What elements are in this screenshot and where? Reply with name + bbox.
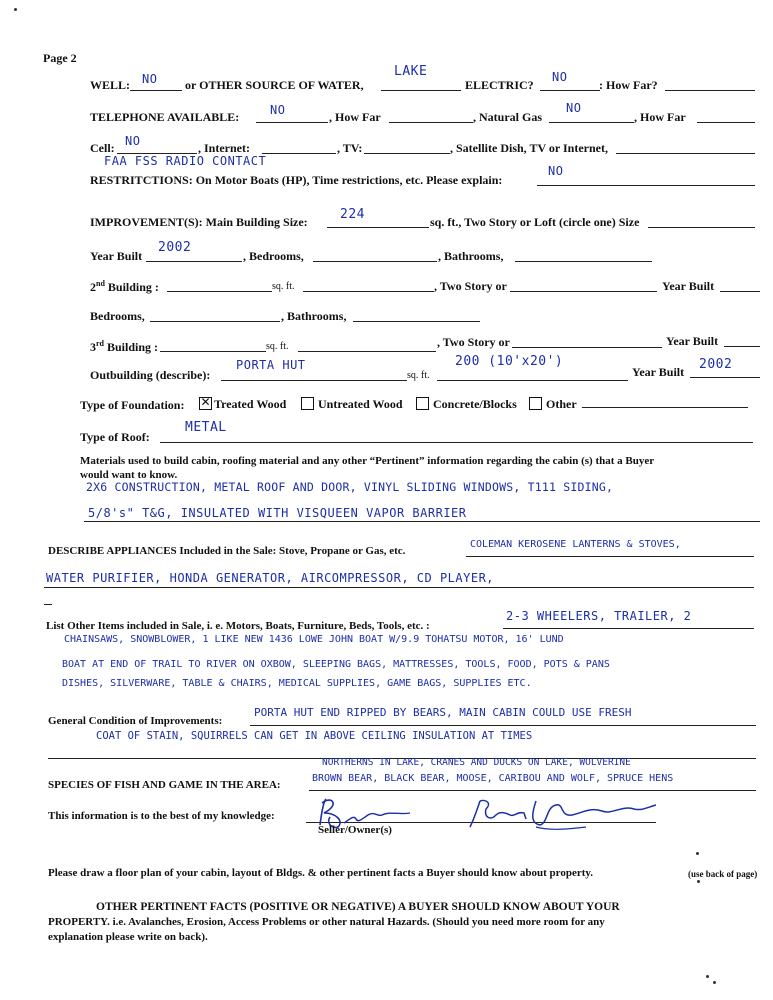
species-line-2: BROWN BEAR, BLACK BEAR, MOOSE, CARIBOU AND WOLF, SPRUCE HENS (312, 773, 674, 784)
materials-line-2: 5/8's" T&G, INSULATED WITH VISQUEEN VAPOR BARRIER (88, 506, 467, 520)
building2-year-built-label: Year Built (662, 279, 715, 293)
building2-bathrooms-label: , Bathrooms, (281, 309, 347, 323)
main-size-suffix: sq. ft., Two Story or Loft (circle one) Size (430, 215, 640, 229)
satellite-label: , Satellite Dish, TV or Internet, (450, 141, 608, 155)
other-items-line-4: DISHES, SILVERWARE, TABLE & CHAIRS, MEDICAL SUPPLIES, GAME BAGS, SUPPLIES ETC. (62, 678, 532, 689)
outbuilding-label: Outbuilding (describe): (90, 368, 211, 382)
check-x-icon: ✕ (200, 395, 211, 409)
scan-mark (14, 8, 17, 11)
outbuilding-size-field[interactable] (437, 380, 628, 381)
main-size-value: 224 (340, 207, 365, 222)
building2-year-built-field[interactable] (720, 291, 760, 292)
margin-mark (706, 975, 709, 978)
page-label: Page 2 (43, 51, 77, 65)
appliances-label: DESCRIBE APPLIANCES Included in the Sale: Stove, Propane or Gas, etc. (48, 545, 406, 557)
other-items-label: List Other Items included in Sale, i. e. Motors, Boats, Furniture, Beds, Tools, etc. : (46, 620, 430, 632)
natural-gas-how-far-field[interactable] (697, 122, 755, 123)
appliances-line-2: WATER PURIFIER, HONDA GENERATOR, AIRCOMPRESSOR, CD PLAYER, (46, 571, 495, 585)
margin-mark (696, 852, 699, 855)
roof-value: METAL (185, 420, 227, 435)
building3-year-built-label: Year Built (666, 334, 719, 348)
other-items-field-1[interactable] (503, 628, 754, 629)
foundation-treated-label: Treated Wood (214, 397, 287, 411)
year-built-field[interactable] (146, 261, 242, 262)
materials-line-1: 2X6 CONSTRUCTION, METAL ROOF AND DOOR, VINYL SLIDING WINDOWS, T111 SIDING, (86, 480, 614, 494)
year-built-value: 2002 (158, 240, 192, 255)
other-water-value: LAKE (394, 64, 428, 79)
natural-gas-label: , Natural Gas (473, 110, 542, 124)
loft-size-field[interactable] (648, 227, 755, 228)
roof-label: Type of Roof: (80, 430, 150, 444)
restrictions-note: FAA FSS RADIO CONTACT (104, 154, 267, 168)
internet-label: , Internet: (198, 141, 250, 155)
other-facts-line-1: OTHER PERTINENT FACTS (POSITIVE OR NEGATIVE) A BUYER SHOULD KNOW ABOUT YOUR (96, 901, 620, 913)
foundation-untreated-label: Untreated Wood (318, 397, 403, 411)
building2-bathrooms-field[interactable] (353, 321, 480, 322)
building2-two-story-field[interactable] (510, 291, 657, 292)
foundation-other-checkbox[interactable] (529, 397, 542, 410)
appliances-line-1: COLEMAN KEROSENE LANTERNS & STOVES, (470, 539, 681, 550)
species-line-1: NORTHERNS IN LAKE, CRANES AND DUCKS ON LAKE, WOLVERINE (322, 757, 631, 768)
electric-label: ELECTRIC? (465, 78, 534, 92)
other-items-line-3: BOAT AT END OF TRAIL TO RIVER ON OXBOW, SLEEPING BAGS, MATTRESSES, TOOLS, FOOD, POTS & PANS (62, 659, 610, 670)
telephone-how-far-label: , How Far (329, 110, 381, 124)
foundation-other-field[interactable] (582, 407, 748, 408)
margin-mark (713, 981, 716, 984)
cell-label: Cell: (90, 141, 115, 155)
condition-field-1[interactable] (250, 725, 756, 726)
margin-mark (697, 880, 700, 883)
foundation-untreated-checkbox[interactable] (301, 397, 314, 410)
outbuilding-year-built-value: 2002 (699, 357, 733, 372)
species-field[interactable] (309, 790, 756, 791)
other-items-line-2: CHAINSAWS, SNOWBLOWER, 1 LIKE NEW 1436 LOWE JOHN BOAT W/9.9 TOHATSU MOTOR, 16' LUND (64, 634, 564, 645)
outbuilding-field[interactable] (221, 380, 407, 381)
telephone-value: NO (270, 103, 286, 117)
bedrooms-label: , Bedrooms, (243, 249, 304, 263)
year-built-label: Year Built (90, 249, 143, 263)
materials-field[interactable] (84, 521, 760, 522)
restrictions-field[interactable] (537, 185, 755, 186)
other-water-label: or OTHER SOURCE OF WATER, (185, 78, 364, 92)
outbuilding-sqft-label: sq. ft. (407, 370, 430, 381)
building2-label: 2nd Building : (90, 279, 159, 294)
building2-size-field[interactable] (167, 291, 272, 292)
building3-sqft-label: sq. ft. (266, 341, 289, 352)
materials-label-1: Materials used to build cabin, roofing material and any other “Pertinent” information regarding the cabin (s) that a Buyer (80, 455, 655, 467)
appliances-field-3[interactable] (44, 604, 52, 605)
telephone-how-far-field[interactable] (389, 122, 473, 123)
natural-gas-value: NO (566, 101, 582, 115)
outbuilding-value: PORTA HUT (236, 358, 306, 372)
main-size-field[interactable] (327, 227, 429, 228)
well-field[interactable] (130, 90, 182, 91)
floor-plan-suffix: (use back of page) (688, 869, 758, 879)
condition-line-1: PORTA HUT END RIPPED BY BEARS, MAIN CABIN COULD USE FRESH (254, 706, 632, 719)
outbuilding-year-built-field[interactable] (690, 377, 760, 378)
building3-size-field[interactable] (160, 351, 266, 352)
well-value: NO (142, 72, 158, 86)
foundation-concrete-label: Concrete/Blocks (433, 397, 517, 411)
building3-year-built-field[interactable] (724, 346, 760, 347)
cell-value: NO (125, 134, 141, 148)
well-label: WELL: (90, 78, 131, 92)
other-water-field[interactable] (381, 90, 461, 91)
telephone-field[interactable] (256, 122, 328, 123)
foundation-concrete-checkbox[interactable] (416, 397, 429, 410)
other-facts-line-3: explanation please write on back). (48, 931, 208, 943)
foundation-label: Type of Foundation: (80, 398, 185, 412)
appliances-field-2[interactable] (44, 587, 754, 588)
bathrooms-label: , Bathrooms, (438, 249, 504, 263)
outbuilding-year-built-label: Year Built (632, 365, 685, 379)
satellite-field[interactable] (616, 153, 755, 154)
building3-two-story-label: , Two Story or (437, 335, 510, 349)
seller-owner-label: Seller/Owner(s) (318, 824, 392, 836)
outbuilding-size-value: 200 (10'x20') (455, 354, 564, 369)
other-facts-line-2: PROPERTY. i.e. Avalanches, Erosion, Access Problems or other natural Hazards. (Should you need more room for any (48, 916, 605, 928)
foundation-treated-checkbox[interactable] (199, 397, 212, 410)
electric-value: NO (552, 70, 568, 84)
improvements-label: IMPROVEMENT(S): Main Building Size: (90, 215, 308, 229)
bedrooms-field[interactable] (313, 261, 437, 262)
electric-how-far-label: : How Far? (599, 78, 658, 92)
bathrooms-field[interactable] (515, 261, 652, 262)
restrictions-value: NO (548, 164, 564, 178)
building2-bedrooms-label: Bedrooms, (90, 309, 145, 323)
natural-gas-how-far-label: , How Far (634, 110, 686, 124)
electric-field[interactable] (540, 90, 600, 91)
building3-extra-field[interactable] (298, 351, 436, 352)
building2-sqft-label: sq. ft. (272, 281, 295, 292)
building3-two-story-field[interactable] (512, 347, 662, 348)
other-items-line-1: 2-3 WHEELERS, TRAILER, 2 (506, 609, 692, 623)
building2-bedrooms-field[interactable] (150, 321, 280, 322)
tv-label: , TV: (337, 141, 363, 155)
condition-label: General Condition of Improvements: (48, 715, 223, 727)
foundation-other-label: Other (546, 397, 577, 411)
building3-label: 3rd Building : (90, 339, 159, 354)
condition-line-2: COAT OF STAIN, SQUIRRELS CAN GET IN ABOVE CEILING INSULATION AT TIMES (96, 730, 533, 742)
species-label: SPECIES OF FISH AND GAME IN THE AREA: (48, 779, 281, 791)
natural-gas-field[interactable] (549, 122, 634, 123)
electric-how-far-field[interactable] (665, 90, 755, 91)
roof-field[interactable] (160, 442, 753, 443)
knowledge-label: This information is to the best of my knowledge: (48, 810, 275, 822)
floor-plan-text: Please draw a floor plan of your cabin, layout of Bldgs. & other pertinent facts a Buyer should know about property. (48, 867, 594, 879)
restrictions-label: RESTRITCTIONS: On Motor Boats (HP), Time restrictions, etc. Please explain: (90, 173, 503, 187)
building2-two-story-label: , Two Story or (434, 279, 507, 293)
building2-extra-field[interactable] (303, 291, 434, 292)
materials-label-2: would want to know. (80, 469, 178, 481)
tv-field[interactable] (364, 153, 450, 154)
telephone-label: TELEPHONE AVAILABLE: (90, 110, 240, 124)
internet-field[interactable] (262, 153, 336, 154)
appliances-field-1[interactable] (466, 556, 754, 557)
